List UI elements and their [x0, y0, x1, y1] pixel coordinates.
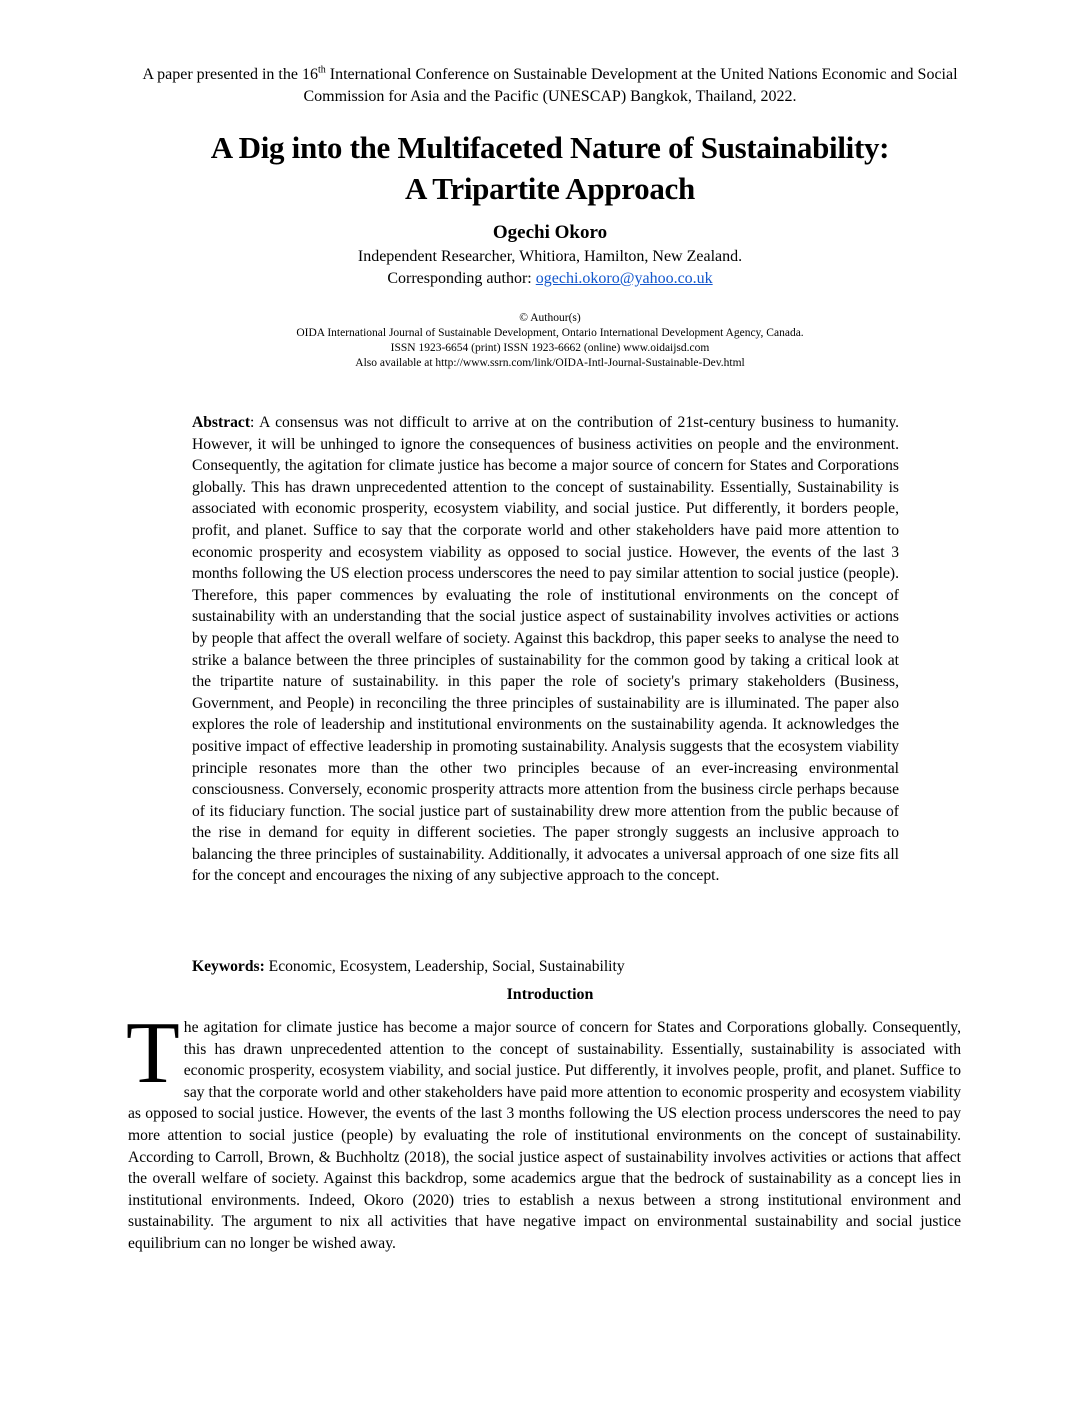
journal-name: OIDA International Journal of Sustainable Development, Ontario International Development Agency, Canada. — [296, 327, 804, 339]
availability-line: Also available at http://www.ssrn.com/link/OIDA-Intl-Journal-Sustainable-Dev.html — [355, 357, 745, 369]
title-line-2: A Tripartite Approach — [405, 171, 695, 206]
conference-note — [120, 64, 980, 108]
keywords — [192, 956, 899, 977]
conference-superscript: th — [317, 64, 326, 76]
copyright: © Authour(s) — [519, 312, 581, 324]
introduction-heading: Introduction — [506, 986, 594, 1003]
author-email-link[interactable]: ogechi.okoro@yahoo.co.uk — [535, 270, 713, 287]
introduction-text: he agitation for climate justice has become a major source of concern for States and Corporations globally. Consequently, this has drawn unprecedented attention to the concept of sustainability. Essentially, sustainability is associated with economic prosperity, ecosystem viability, and social justice. Put differently, it involves people, profit, and planet. Suffice to say that the corporate world and other stakeholders have paid more attention to economic prosperity and ecosystem viability as opposed to social justice. However, the events of the last 3 months following the US election process underscores the need to pay more attention to social justice (people) by evaluating the role of institutional environments on the concept of sustainability. According to Carroll, Brown, & Buchholtz (2018), the social justice aspect of sustainability involves activities or actions that affect the overall welfare of society. Against this backdrop, some academics argue that the bedrock of sustainability as a concept lies in institutional environments. Indeed, Okoro (2020) tries to establish a nexus between a strong institutional environment and sustainability. The argument to nix all activities that have negative impact on environmental sustainability and social justice equilibrium can no longer be wished away. — [128, 1019, 961, 1252]
corresponding-label: Corresponding author: — [387, 270, 536, 287]
abstract-label: Abstract — [192, 414, 251, 431]
paper-title — [120, 127, 980, 209]
title-line-1: A Dig into the Multifaceted Nature of Sustainability: — [210, 130, 890, 165]
publication-info — [120, 311, 980, 371]
author-name: Ogechi Okoro — [492, 222, 608, 243]
abstract — [192, 412, 899, 887]
conference-text-pre: A paper presented in the 16 — [142, 66, 318, 83]
author-affiliation: Independent Researcher, Whitiora, Hamilton, New Zealand. — [357, 248, 743, 265]
abstract-text: : A consensus was not difficult to arrive at on the contribution of 21st-century business to humanity. However, it will be unhinged to ignore the consequences of business activities on people and the environment. Consequently, the agitation for climate justice has become a major source of concern for States and Corporations globally. This has drawn unprecedented attention to the concept of sustainability. Essentially, Sustainability is associated with economic prosperity, ecosystem viability, and social justice. Put differently, it borders people, profit, and planet. Suffice to say that the corporate world and other stakeholders have paid more attention to economic prosperity and ecosystem viability as opposed to social justice. However, the events of the last 3 months following the US election process underscores the need to pay similar attention to social justice (people). Therefore, this paper commences by evaluating the role of institutional environments on the concept of sustainability with an understanding that the social justice aspect of sustainability involves activities or actions by people that affect the overall welfare of society. Against this backdrop, this paper seeks to analyse the need to strike a balance between the three principles of sustainability for the common good by taking a critical look at the tripartite nature of sustainability. in this paper the role of society's primary stakeholders (Business, Government, and People) in reconciling the three principles of sustainability are is illuminated. The paper also explores the role of leadership and institutional environments on the sustainability agenda. It acknowledges the positive impact of effective leadership in promoting sustainability. Analysis suggests that the ecosystem viability principle resonates more than the other two principles because of an ever-increasing environmental consciousness. Conversely, economic prosperity attracts more attention from the business circle perhaps because of its fiduciary function. The social justice part of sustainability drew more attention from the public because of the rise in demand for equity in different societies. The paper strongly suggests an inclusive approach to balancing the three principles of sustainability. Additionally, it advocates a universal approach of one size fits all for the concept and encourages the nixing of any subjective approach to the concept. — [192, 414, 899, 885]
introduction-paragraph — [126, 1005, 961, 1255]
keywords-text: Economic, Ecosystem, Leadership, Social, Sustainability — [264, 958, 625, 975]
issn-line: ISSN 1923-6654 (print) ISSN 1923-6662 (online) www.oidaijsd.com — [390, 342, 710, 354]
drop-cap: T — [126, 1005, 180, 1102]
author-affiliation-block — [120, 246, 980, 290]
keywords-label: Keywords: — [192, 958, 265, 975]
conference-text-post: International Conference on Sustainable Development at the United Nations Economic and Social Commission for Asia and the Pacific (UNESCAP) Bangkok, Thailand, 2022. — [303, 66, 958, 105]
